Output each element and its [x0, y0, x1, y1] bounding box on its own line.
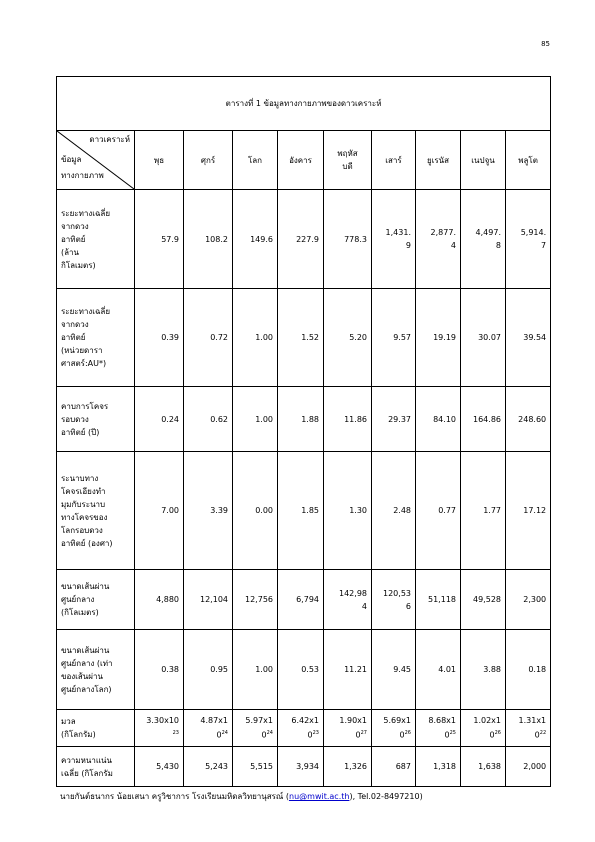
- column-header: โลก: [233, 131, 278, 190]
- mass-mantissa-tail: 0: [444, 730, 450, 740]
- data-cell: 7.00: [135, 452, 184, 570]
- column-header: พลูโต: [506, 131, 551, 190]
- data-cell: 1,318: [416, 747, 461, 787]
- data-cell: 9.57: [372, 289, 416, 387]
- column-header: เนปจูน: [461, 131, 506, 190]
- data-cell: [184, 710, 233, 747]
- data-cell: 1.00: [233, 630, 278, 710]
- data-cell: 248.60: [506, 387, 551, 452]
- mass-exponent-line: [328, 727, 367, 742]
- column-header: ยูเรนัส: [416, 131, 461, 190]
- mass-mantissa: 6.42x1: [291, 716, 319, 726]
- data-cell: 11.86: [324, 387, 372, 452]
- mass-exponent: 24: [266, 730, 273, 737]
- table-row: [57, 289, 551, 387]
- data-cell: 0.38: [135, 630, 184, 710]
- data-cell: 57.9: [135, 190, 184, 289]
- table-row: [57, 190, 551, 289]
- mass-mantissa-tail: 0: [489, 730, 495, 740]
- row-label: มวล (กิโลกรัม): [57, 710, 135, 747]
- data-cell: 142,98 4: [324, 570, 372, 630]
- mass-mantissa-tail: 0: [534, 730, 540, 740]
- mass-exponent: 25: [449, 730, 456, 737]
- data-cell: 687: [372, 747, 416, 787]
- mass-mantissa: 8.68x1: [428, 716, 456, 726]
- row-label: ความหนาแน่น เฉลี่ย (กิโลกรัม: [57, 747, 135, 787]
- data-cell: 0.95: [184, 630, 233, 710]
- data-cell: 12,756: [233, 570, 278, 630]
- column-header: พฤหัส บดี: [324, 131, 372, 190]
- data-cell: 778.3: [324, 190, 372, 289]
- column-header: ศุกร์: [184, 131, 233, 190]
- data-cell: 2,300: [506, 570, 551, 630]
- mass-mantissa: 1.90x1: [339, 716, 367, 726]
- data-cell: 2.48: [372, 452, 416, 570]
- row-label: ระยะทางเฉลี่ย จากดวง อาทิตย์ (ล้าน กิโลเมตร): [57, 190, 135, 289]
- mass-exponent-line: [420, 727, 456, 742]
- data-cell: 164.86: [461, 387, 506, 452]
- mass-mantissa: 1.02x1: [473, 716, 501, 726]
- mass-mantissa: 1.31x1: [518, 716, 547, 726]
- data-cell: 120,53 6: [372, 570, 416, 630]
- mass-exponent: 22: [539, 730, 547, 737]
- data-cell: 227.9: [278, 190, 324, 289]
- row-label: คาบการโคจร รอบดวง อาทิตย์ (ปี): [57, 387, 135, 452]
- data-cell: 2,000: [506, 747, 551, 787]
- data-cell: 3.39: [184, 452, 233, 570]
- corner-label-planet: ดาวเคราะห์: [89, 135, 130, 144]
- data-cell: 4,880: [135, 570, 184, 630]
- data-cell: 0.62: [184, 387, 233, 452]
- data-cell: 17.12: [506, 452, 551, 570]
- mass-mantissa-tail: 0: [307, 730, 313, 740]
- data-cell: 5,430: [135, 747, 184, 787]
- data-cell: 12,104: [184, 570, 233, 630]
- footer-tel: ), Tel.02-8497210): [349, 792, 423, 801]
- data-cell: 2,877. 4: [416, 190, 461, 289]
- data-cell: 29.37: [372, 387, 416, 452]
- corner-header: [57, 131, 135, 190]
- data-cell: 0.18: [506, 630, 551, 710]
- corner-label-physical: ทางกายภาพ: [61, 171, 104, 180]
- data-cell: [278, 710, 324, 747]
- footer-text: นายกันต์ธนากร น้อยเสนา ครูวิชาการ โรงเรียนมหิดลวิทยานุสรณ์ (: [60, 792, 290, 801]
- data-cell: 1.00: [233, 387, 278, 452]
- data-cell: 1,431. 9: [372, 190, 416, 289]
- mass-exponent-line: [465, 727, 501, 742]
- data-cell: 49,528: [461, 570, 506, 630]
- table-row: [57, 452, 551, 570]
- column-header: เสาร์: [372, 131, 416, 190]
- data-cell: [135, 710, 184, 747]
- data-cell: 30.07: [461, 289, 506, 387]
- table-title: ตารางที่ 1 ข้อมูลทางกายภาพของดาวเคราะห์: [57, 77, 551, 131]
- data-cell: [372, 710, 416, 747]
- mass-exponent-line: [376, 727, 411, 742]
- data-cell: 1.77: [461, 452, 506, 570]
- mass-exponent: 27: [360, 730, 367, 737]
- email-link[interactable]: nu@mwit.ac.th: [289, 792, 350, 801]
- mass-exponent: 24: [221, 730, 228, 737]
- data-cell: 19.19: [416, 289, 461, 387]
- data-cell: 0.00: [233, 452, 278, 570]
- mass-exponent: 23: [172, 730, 179, 737]
- mass-mantissa-tail: 0: [399, 730, 405, 740]
- corner-label-data: ข้อมูล: [61, 155, 82, 164]
- page-number: 85: [541, 40, 550, 48]
- table-row: [57, 387, 551, 452]
- column-header: อังคาร: [278, 131, 324, 190]
- mass-exponent: 26: [494, 730, 501, 737]
- data-cell: 0.72: [184, 289, 233, 387]
- data-cell: 1.30: [324, 452, 372, 570]
- mass-exponent-line: [139, 727, 179, 742]
- data-cell: 5,243: [184, 747, 233, 787]
- row-label: ขนาดเส้นผ่าน ศูนย์กลาง (เท่า ของเส้นผ่าน ศูนย์กลางโลก): [57, 630, 135, 710]
- data-cell: 1.88: [278, 387, 324, 452]
- mass-mantissa-tail: 0: [216, 730, 222, 740]
- mass-mantissa: 4.87x1: [200, 716, 228, 726]
- data-cell: 0.39: [135, 289, 184, 387]
- data-cell: 4,497. 8: [461, 190, 506, 289]
- page-footer: [60, 790, 423, 803]
- data-cell: 0.53: [278, 630, 324, 710]
- mass-exponent: 23: [312, 730, 319, 737]
- row-label: ขนาดเส้นผ่าน ศูนย์กลาง (กิโลเมตร): [57, 570, 135, 630]
- data-cell: 39.54: [506, 289, 551, 387]
- column-header: พุธ: [135, 131, 184, 190]
- data-cell: 5.20: [324, 289, 372, 387]
- data-cell: 5,914. 7: [506, 190, 551, 289]
- data-cell: 149.6: [233, 190, 278, 289]
- data-cell: 51,118: [416, 570, 461, 630]
- data-cell: 1.85: [278, 452, 324, 570]
- data-cell: 11.21: [324, 630, 372, 710]
- mass-exponent-line: [282, 727, 319, 742]
- data-cell: [506, 710, 551, 747]
- data-cell: 108.2: [184, 190, 233, 289]
- data-cell: 84.10: [416, 387, 461, 452]
- mass-exponent-line: [237, 727, 273, 742]
- data-cell: [324, 710, 372, 747]
- row-label: ระยะทางเฉลี่ย จากดวง อาทิตย์ (หน่วยดารา ศาสตร์:AU*): [57, 289, 135, 387]
- data-cell: 5,515: [233, 747, 278, 787]
- table-row: [57, 710, 551, 747]
- data-cell: 3,934: [278, 747, 324, 787]
- planet-data-table: [56, 76, 551, 787]
- data-cell: 1,638: [461, 747, 506, 787]
- mass-exponent-line: [188, 727, 228, 742]
- table-row: [57, 570, 551, 630]
- mass-mantissa-tail: 0: [261, 730, 267, 740]
- data-cell: 1.52: [278, 289, 324, 387]
- data-cell: 0.24: [135, 387, 184, 452]
- table-row: [57, 630, 551, 710]
- data-cell: 0.77: [416, 452, 461, 570]
- data-cell: [416, 710, 461, 747]
- mass-exponent-line: [510, 727, 546, 742]
- mass-exponent: 26: [404, 730, 411, 737]
- data-cell: 4.01: [416, 630, 461, 710]
- table-row: [57, 747, 551, 787]
- data-cell: 1.00: [233, 289, 278, 387]
- data-cell: 9.45: [372, 630, 416, 710]
- data-cell: 6,794: [278, 570, 324, 630]
- data-cell: [233, 710, 278, 747]
- title-row: [57, 77, 551, 131]
- row-label: ระนาบทาง โคจรเอียงทำ มุมกับระนาบ ทางโคจรของ โลกรอบดวง อาทิตย์ (องศา): [57, 452, 135, 570]
- header-row: [57, 131, 551, 190]
- mass-mantissa: 5.97x1: [245, 716, 273, 726]
- mass-mantissa: 5.69x1: [383, 716, 411, 726]
- data-cell: 3.88: [461, 630, 506, 710]
- mass-mantissa-tail: 0: [355, 730, 361, 740]
- data-cell: [461, 710, 506, 747]
- mass-mantissa: 3.30x10: [146, 716, 179, 726]
- data-cell: 1,326: [324, 747, 372, 787]
